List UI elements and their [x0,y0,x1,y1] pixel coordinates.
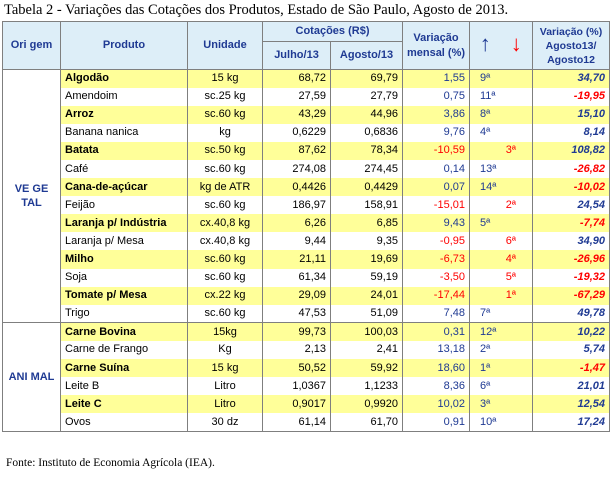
annual-variation-cell: -10,02 [533,178,610,196]
unit-cell: Kg [188,341,263,359]
rank-down-cell [501,214,533,232]
table-row [3,359,610,377]
table-row [3,232,610,250]
product-cell: Arroz [61,106,188,124]
table-row [3,214,610,232]
unit-cell: sc.60 kg [188,160,263,178]
header-variacao-anual: Variação (%) Agosto13/ Agosto12 [533,22,610,70]
rank-down-cell: 3ª [501,142,533,160]
monthly-variation-cell: 9,43 [403,214,470,232]
header-unidade: Unidade [188,22,263,70]
annual-variation-cell: 24,54 [533,196,610,214]
product-cell: Algodão [61,70,188,88]
annual-variation-cell: 34,90 [533,232,610,250]
august-price-cell: 44,96 [331,106,403,124]
august-price-cell: 59,19 [331,269,403,287]
july-price-cell: 61,34 [263,269,331,287]
annual-variation-cell: -19,95 [533,88,610,106]
july-price-cell: 50,52 [263,359,331,377]
rank-up-cell [470,250,501,268]
header-agosto: Agosto/13 [331,42,403,70]
monthly-variation-cell: 9,76 [403,124,470,142]
rank-down-cell: 4ª [501,250,533,268]
annual-variation-cell: 5,74 [533,341,610,359]
annual-variation-cell: -26,96 [533,250,610,268]
table-row [3,250,610,268]
august-price-cell: 78,34 [331,142,403,160]
annual-variation-cell: 8,14 [533,124,610,142]
source-note: Fonte: Instituto de Economia Agrícola (IEA). [6,457,215,469]
august-price-cell: 51,09 [331,305,403,323]
unit-cell: sc.60 kg [188,196,263,214]
unit-cell: Litro [188,395,263,413]
monthly-variation-cell: 0,31 [403,323,470,341]
august-price-cell: 0,6836 [331,124,403,142]
august-price-cell: 61,70 [331,413,403,431]
july-price-cell: 47,53 [263,305,331,323]
monthly-variation-cell: -6,73 [403,250,470,268]
monthly-variation-cell: 1,55 [403,70,470,88]
annual-variation-cell: 49,78 [533,305,610,323]
annual-variation-cell: -67,29 [533,287,610,305]
monthly-variation-cell: -0,95 [403,232,470,250]
rank-down-cell [501,377,533,395]
rank-down-cell [501,178,533,196]
july-price-cell: 21,11 [263,250,331,268]
rank-down-cell [501,359,533,377]
august-price-cell: 69,79 [331,70,403,88]
rank-up-cell: 13ª [470,160,501,178]
august-price-cell: 100,03 [331,323,403,341]
july-price-cell: 43,29 [263,106,331,124]
rank-down-cell [501,395,533,413]
rank-up-cell [470,269,501,287]
rank-down-cell [501,160,533,178]
arrow-down-icon: ↓ [510,30,522,56]
july-price-cell: 9,44 [263,232,331,250]
rank-up-cell: 9ª [470,70,501,88]
product-cell: Banana nanica [61,124,188,142]
july-price-cell: 2,13 [263,341,331,359]
rank-down-cell: 6ª [505,234,516,247]
july-price-cell: 186,97 [263,196,331,214]
rank-up-cell [470,232,501,250]
product-cell: Batata [61,142,188,160]
product-cell: Leite B [61,377,188,395]
unit-cell: kg [188,124,263,142]
header-cotacoes: Cotações (R$) [263,22,403,42]
header-julho: Julho/13 [263,42,331,70]
product-cell: Carne Bovina [61,323,188,341]
rank-up-cell: 2ª [470,341,501,359]
table-row [3,341,610,359]
unit-cell: sc.60 kg [188,106,263,124]
unit-cell: sc.60 kg [188,250,263,268]
annual-variation-cell: -7,74 [533,214,610,232]
august-price-cell: 1,1233 [331,377,403,395]
rank-up-cell: 10ª [470,413,501,431]
annual-variation-cell: 12,54 [533,395,610,413]
product-cell: Trigo [61,305,188,323]
unit-cell: sc.60 kg [188,269,263,287]
table-row [3,395,610,413]
august-price-cell: 158,91 [331,196,403,214]
july-price-cell: 29,09 [263,287,331,305]
july-price-cell: 68,72 [263,70,331,88]
table-row [3,178,610,196]
table-body [3,70,610,432]
annual-variation-cell: -26,82 [533,160,610,178]
rank-down-cell [501,323,533,341]
rank-down-cell: 1ª [501,287,533,305]
rank-down-cell [501,106,533,124]
rank-up-cell: 3ª [470,395,501,413]
annual-variation-cell: 10,22 [533,323,610,341]
table-row [3,124,610,142]
august-price-cell: 19,69 [331,250,403,268]
unit-cell: cx.40,8 kg [188,214,263,232]
annual-variation-cell: 21,01 [533,377,610,395]
unit-cell: Litro [188,377,263,395]
table-row [3,70,610,88]
rank-up-cell: 6ª [470,377,501,395]
unit-cell: sc.50 kg [188,142,263,160]
august-price-cell: 2,41 [331,341,403,359]
rank-down-cell [501,70,533,88]
annual-variation-cell: -1,47 [533,359,610,377]
table-row [3,413,610,431]
july-price-cell: 87,62 [263,142,331,160]
august-price-cell: 274,45 [331,160,403,178]
product-cell: Feijão [61,196,188,214]
rank-up-cell [470,196,501,214]
annual-variation-cell: 17,24 [533,413,610,431]
table-row [3,323,610,341]
monthly-variation-cell: -10,59 [403,142,470,160]
august-price-cell: 0,9920 [331,395,403,413]
monthly-variation-cell: 0,91 [403,413,470,431]
rank-up-cell: 1ª [470,359,501,377]
price-table [2,21,610,432]
unit-cell: 30 dz [188,413,263,431]
august-price-cell: 59,92 [331,359,403,377]
table-row [3,142,610,160]
august-price-cell: 0,4429 [331,178,403,196]
august-price-cell: 6,85 [331,214,403,232]
july-price-cell: 1,0367 [263,377,331,395]
august-price-cell: 27,79 [331,88,403,106]
august-price-cell: 9,35 [331,232,403,250]
rank-up-cell: 4ª [470,124,501,142]
monthly-variation-cell: 8,36 [403,377,470,395]
rank-down-cell [501,88,533,106]
product-cell: Cana-de-açúcar [61,178,188,196]
rank-up-cell: 14ª [470,178,501,196]
arrow-up-icon: ↑ [479,30,491,56]
table-row [3,88,610,106]
rank-down-cell: 2ª [505,198,516,211]
rank-up-cell [470,287,501,305]
product-cell: Milho [61,250,188,268]
unit-cell: 15 kg [188,359,263,377]
annual-variation-cell: 15,10 [533,106,610,124]
monthly-variation-cell: -17,44 [403,287,470,305]
rank-up-cell: 5ª [470,214,501,232]
product-cell: Carne Suína [61,359,188,377]
table-row [3,377,610,395]
monthly-variation-cell: 0,14 [403,160,470,178]
group-vegetal: VE GE TAL [3,70,61,323]
monthly-variation-cell: 18,60 [403,359,470,377]
monthly-variation-cell: -15,01 [403,196,470,214]
monthly-variation-cell: 3,86 [403,106,470,124]
unit-cell: cx.40,8 kg [188,232,263,250]
annual-variation-cell: 108,82 [533,142,610,160]
rank-up-cell: 7ª [470,305,501,323]
annual-variation-cell: -19,32 [533,269,610,287]
july-price-cell: 6,26 [263,214,331,232]
product-cell: Ovos [61,413,188,431]
july-price-cell: 99,73 [263,323,331,341]
table-row [3,287,610,305]
rank-up-cell: 12ª [470,323,501,341]
product-cell: Amendoim [61,88,188,106]
monthly-variation-cell: 7,48 [403,305,470,323]
unit-cell: sc.60 kg [188,305,263,323]
rank-up-cell [470,142,501,160]
product-cell: Laranja p/ Indústria [61,214,188,232]
product-cell: Soja [61,269,188,287]
july-price-cell: 274,08 [263,160,331,178]
table-row [3,160,610,178]
august-price-cell: 24,01 [331,287,403,305]
unit-cell: 15 kg [188,70,263,88]
product-cell: Carne de Frango [61,341,188,359]
product-cell: Tomate p/ Mesa [61,287,188,305]
table-row [3,305,610,323]
unit-cell: 15kg [188,323,263,341]
july-price-cell: 0,4426 [263,178,331,196]
monthly-variation-cell: 10,02 [403,395,470,413]
rank-down-cell [501,413,533,431]
rank-down-cell [501,124,533,142]
table-row [3,196,610,214]
rank-down-cell [501,341,533,359]
rank-up-cell: 11ª [470,88,501,106]
header-origem: Ori gem [3,22,61,70]
header-variacao-mensal: Variação mensal (%) [403,22,470,70]
monthly-variation-cell: 13,18 [403,341,470,359]
july-price-cell: 27,59 [263,88,331,106]
table-row [3,269,610,287]
july-price-cell: 0,9017 [263,395,331,413]
rank-down-cell [501,305,533,323]
rank-up-cell: 8ª [470,106,501,124]
product-cell: Leite C [61,395,188,413]
group-animal: ANI MAL [3,323,61,432]
monthly-variation-cell: 0,07 [403,178,470,196]
july-price-cell: 0,6229 [263,124,331,142]
rank-down-cell: 5ª [505,271,516,284]
unit-cell: kg de ATR [188,178,263,196]
product-cell: Café [61,160,188,178]
table-title: Tabela 2 - Variações das Cotações dos Produtos, Estado de São Paulo, Agosto de 2013. [4,2,509,18]
july-price-cell: 61,14 [263,413,331,431]
header-produto: Produto [61,22,188,70]
unit-cell: sc.25 kg [188,88,263,106]
monthly-variation-cell: 0,75 [403,88,470,106]
table-header [3,22,610,70]
header-arrow-down [501,22,533,70]
monthly-variation-cell: -3,50 [403,269,470,287]
annual-variation-cell: 34,70 [533,70,610,88]
unit-cell: cx.22 kg [188,287,263,305]
header-arrow-up [470,22,501,70]
product-cell: Laranja p/ Mesa [61,232,188,250]
table-row [3,106,610,124]
